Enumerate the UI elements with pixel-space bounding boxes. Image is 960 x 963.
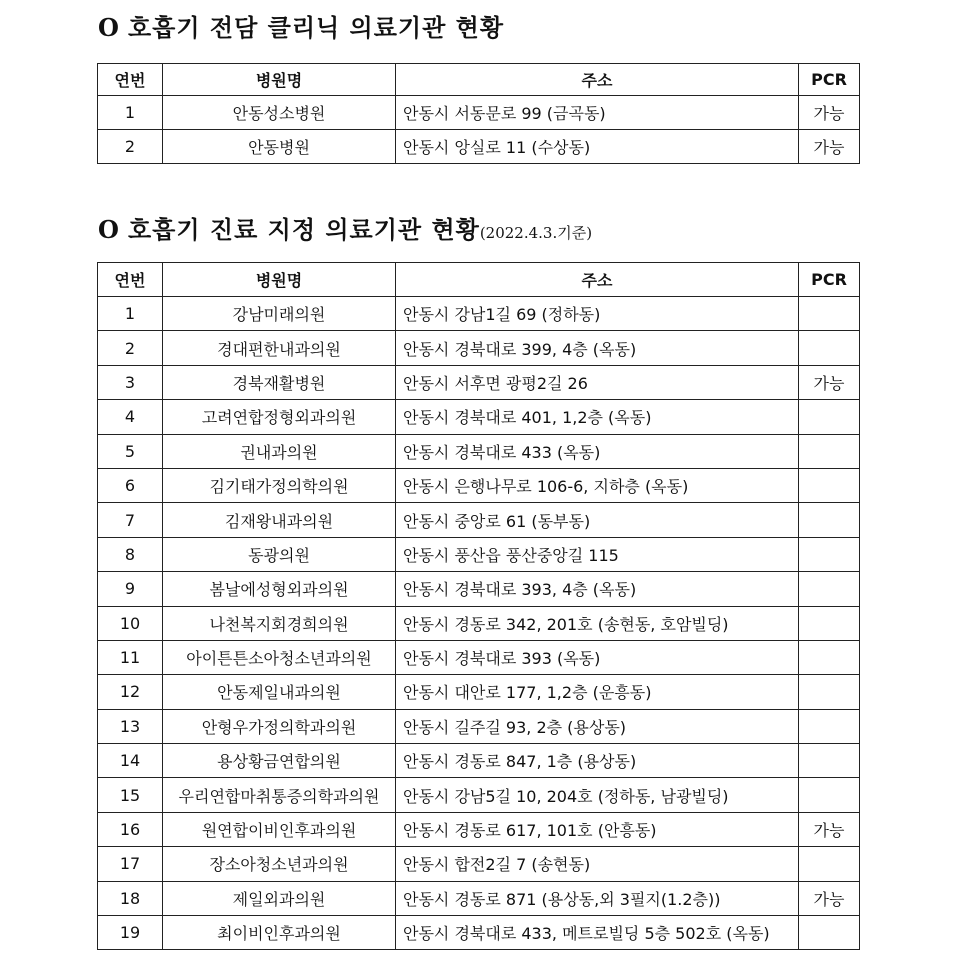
table-row — [98, 365, 860, 399]
hospital-name-cell: 안동제일내과의원 — [163, 675, 396, 709]
row-number-cell: 10 — [98, 606, 163, 640]
hospital-name-cell: 우리연합마취통증의학과의원 — [163, 778, 396, 812]
row-number-cell: 9 — [98, 572, 163, 606]
pcr-cell: 가능 — [799, 96, 860, 130]
hospital-name-cell: 김기태가정의학의원 — [163, 468, 396, 502]
row-number-cell: 18 — [98, 881, 163, 915]
table-row — [98, 503, 860, 537]
column-header-name: 병원명 — [163, 64, 396, 96]
hospital-name-cell: 안형우가정의학과의원 — [163, 709, 396, 743]
row-number-cell: 16 — [98, 812, 163, 846]
hospital-name-cell: 안동병원 — [163, 130, 396, 164]
row-number-cell: 2 — [98, 130, 163, 164]
designated-clinics-table — [97, 262, 860, 950]
address-cell: 안동시 경동로 871 (용상동,외 3필지(1.2층)) — [396, 881, 799, 915]
section-heading-respiratory-clinic — [98, 8, 504, 43]
pcr-cell — [799, 434, 860, 468]
circle-bullet-icon: O — [98, 13, 120, 42]
table-row — [98, 812, 860, 846]
hospital-name-cell: 봄날에성형외과의원 — [163, 572, 396, 606]
table-row — [98, 331, 860, 365]
address-cell: 안동시 서동문로 99 (금곡동) — [396, 96, 799, 130]
column-header-no: 연번 — [98, 263, 163, 297]
pcr-cell — [799, 675, 860, 709]
row-number-cell: 11 — [98, 640, 163, 674]
address-cell: 안동시 강남5길 10, 204호 (정하동, 남광빌딩) — [396, 778, 799, 812]
address-cell: 안동시 경북대로 401, 1,2층 (옥동) — [396, 400, 799, 434]
row-number-cell: 4 — [98, 400, 163, 434]
row-number-cell: 5 — [98, 434, 163, 468]
table-row — [98, 709, 860, 743]
pcr-cell — [799, 606, 860, 640]
hospital-name-cell: 김재왕내과의원 — [163, 503, 396, 537]
address-cell: 안동시 경북대로 399, 4층 (옥동) — [396, 331, 799, 365]
row-number-cell: 14 — [98, 744, 163, 778]
row-number-cell: 3 — [98, 365, 163, 399]
table-row — [98, 778, 860, 812]
reference-date-note: (2022.4.3.기준) — [479, 224, 593, 242]
row-number-cell: 1 — [98, 96, 163, 130]
column-header-pcr: PCR — [799, 64, 860, 96]
address-cell: 안동시 합전2길 7 (송현동) — [396, 847, 799, 881]
table-row — [98, 606, 860, 640]
table-header-row — [98, 64, 860, 96]
row-number-cell: 12 — [98, 675, 163, 709]
table-row — [98, 744, 860, 778]
circle-bullet-icon: O — [98, 215, 120, 244]
address-cell: 안동시 은행나무로 106-6, 지하층 (옥동) — [396, 468, 799, 502]
row-number-cell: 6 — [98, 468, 163, 502]
pcr-cell — [799, 744, 860, 778]
pcr-cell — [799, 847, 860, 881]
pcr-cell — [799, 503, 860, 537]
hospital-name-cell: 안동성소병원 — [163, 96, 396, 130]
column-header-name: 병원명 — [163, 263, 396, 297]
address-cell: 안동시 경북대로 393 (옥동) — [396, 640, 799, 674]
address-cell: 안동시 경북대로 393, 4층 (옥동) — [396, 572, 799, 606]
table-body — [98, 297, 860, 950]
pcr-cell — [799, 468, 860, 502]
hospital-name-cell: 권내과의원 — [163, 434, 396, 468]
pcr-cell — [799, 778, 860, 812]
table-row — [98, 881, 860, 915]
respiratory-clinic-table — [97, 63, 860, 164]
column-header-address: 주소 — [396, 64, 799, 96]
address-cell: 안동시 서후면 광평2길 26 — [396, 365, 799, 399]
hospital-name-cell: 경대편한내과의원 — [163, 331, 396, 365]
table-row — [98, 96, 860, 130]
table-row — [98, 640, 860, 674]
row-number-cell: 2 — [98, 331, 163, 365]
row-number-cell: 1 — [98, 297, 163, 331]
hospital-name-cell: 최이비인후과의원 — [163, 916, 396, 950]
hospital-name-cell: 경북재활병원 — [163, 365, 396, 399]
pcr-cell: 가능 — [799, 881, 860, 915]
table-row — [98, 572, 860, 606]
address-cell: 안동시 앙실로 11 (수상동) — [396, 130, 799, 164]
hospital-name-cell: 원연합이비인후과의원 — [163, 812, 396, 846]
pcr-cell — [799, 916, 860, 950]
table-row — [98, 400, 860, 434]
column-header-pcr: PCR — [799, 263, 860, 297]
address-cell: 안동시 길주길 93, 2층 (용상동) — [396, 709, 799, 743]
address-cell: 안동시 강남1길 69 (정하동) — [396, 297, 799, 331]
pcr-cell: 가능 — [799, 130, 860, 164]
table-body — [98, 96, 860, 164]
table-row — [98, 537, 860, 571]
address-cell: 안동시 풍산읍 풍산중앙길 115 — [396, 537, 799, 571]
address-cell: 안동시 경동로 342, 201호 (송현동, 호암빌딩) — [396, 606, 799, 640]
hospital-name-cell: 나천복지회경희의원 — [163, 606, 396, 640]
address-cell: 안동시 경북대로 433, 메트로빌딩 5층 502호 (옥동) — [396, 916, 799, 950]
address-cell: 안동시 경동로 847, 1층 (용상동) — [396, 744, 799, 778]
pcr-cell — [799, 572, 860, 606]
row-number-cell: 13 — [98, 709, 163, 743]
table-row — [98, 130, 860, 164]
address-cell: 안동시 경동로 617, 101호 (안흥동) — [396, 812, 799, 846]
address-cell: 안동시 대안로 177, 1,2층 (운흥동) — [396, 675, 799, 709]
table-header-row — [98, 263, 860, 297]
row-number-cell: 8 — [98, 537, 163, 571]
row-number-cell: 17 — [98, 847, 163, 881]
address-cell: 안동시 경북대로 433 (옥동) — [396, 434, 799, 468]
pcr-cell — [799, 709, 860, 743]
table-row — [98, 297, 860, 331]
pcr-cell — [799, 537, 860, 571]
pcr-cell: 가능 — [799, 812, 860, 846]
section-title: 호흡기 진료 지정 의료기관 현황 — [128, 215, 480, 244]
table-row — [98, 847, 860, 881]
pcr-cell — [799, 640, 860, 674]
section-title: 호흡기 전담 클리닉 의료기관 현황 — [128, 13, 504, 42]
pcr-cell — [799, 400, 860, 434]
table-row — [98, 675, 860, 709]
pcr-cell: 가능 — [799, 365, 860, 399]
table-row — [98, 916, 860, 950]
hospital-name-cell: 아이튼튼소아청소년과의원 — [163, 640, 396, 674]
table-row — [98, 434, 860, 468]
table-row — [98, 468, 860, 502]
pcr-cell — [799, 331, 860, 365]
hospital-name-cell: 용상황금연합의원 — [163, 744, 396, 778]
section-heading-designated-clinics — [98, 210, 592, 245]
column-header-address: 주소 — [396, 263, 799, 297]
row-number-cell: 15 — [98, 778, 163, 812]
row-number-cell: 7 — [98, 503, 163, 537]
hospital-name-cell: 장소아청소년과의원 — [163, 847, 396, 881]
row-number-cell: 19 — [98, 916, 163, 950]
hospital-name-cell: 강남미래의원 — [163, 297, 396, 331]
column-header-no: 연번 — [98, 64, 163, 96]
pcr-cell — [799, 297, 860, 331]
hospital-name-cell: 동광의원 — [163, 537, 396, 571]
hospital-name-cell: 제일외과의원 — [163, 881, 396, 915]
hospital-name-cell: 고려연합정형외과의원 — [163, 400, 396, 434]
address-cell: 안동시 중앙로 61 (동부동) — [396, 503, 799, 537]
